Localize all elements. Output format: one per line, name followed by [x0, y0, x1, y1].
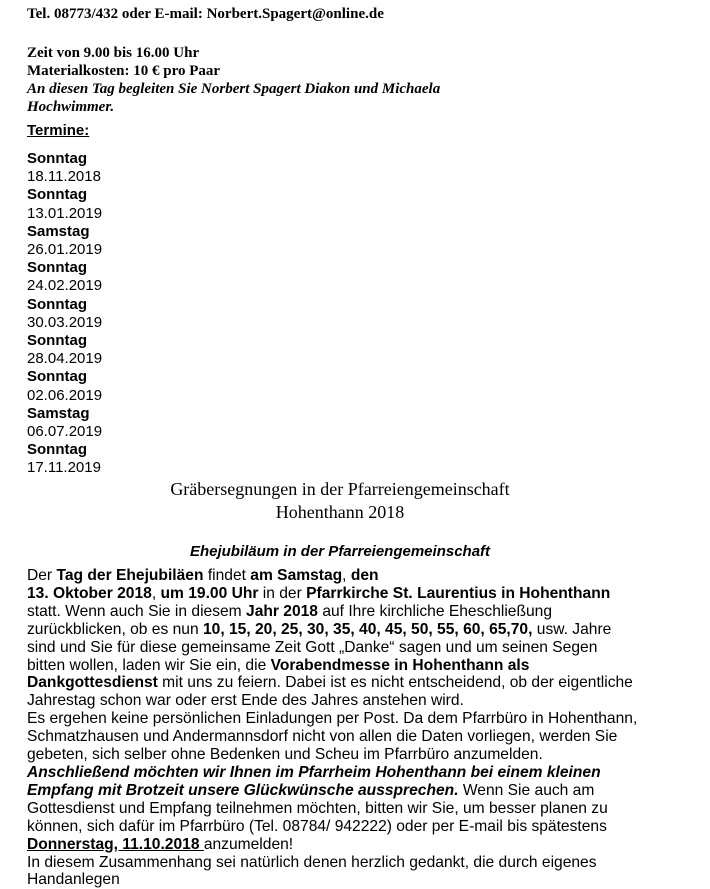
date-value: 28.04.2019	[27, 350, 102, 368]
text-run: ,	[342, 567, 351, 584]
date-entry	[27, 259, 102, 295]
date-weekday: Sonntag	[27, 259, 102, 277]
date-value: 24.02.2019	[27, 277, 102, 295]
text-run-bold: am Samstag	[250, 567, 342, 584]
jubilee-body	[27, 567, 667, 889]
body-line-1	[27, 567, 667, 585]
text-run: zurückblicken, ob es nun	[27, 621, 203, 638]
deadline-date: Donnerstag, 11.10.2018	[27, 836, 204, 853]
body-line-8: Jahrestag schon war oder erst Ende des Jahres anstehen wird.	[27, 692, 667, 710]
event-details	[27, 44, 707, 116]
text-run-bold: Tag der Ehejubiläen	[56, 567, 203, 584]
grave-blessing-title-line-1: Gräbersegnungen in der Pfarreiengemeinschaft	[0, 478, 680, 501]
body-line-12: Anschließend möchten wir Ihnen im Pfarrheim Hohenthann bei einem kleinen	[27, 764, 667, 782]
text-run-bold-italic: Empfang mit Brotzeit unsere Glückwünsche aussprechen.	[27, 782, 459, 799]
date-weekday: Samstag	[27, 223, 102, 241]
body-line-2	[27, 585, 667, 603]
date-entry	[27, 186, 102, 222]
text-run: findet	[203, 567, 250, 584]
body-line-16	[27, 836, 667, 854]
time-line: Zeit von 9.00 bis 16.00 Uhr	[27, 44, 707, 62]
date-entry	[27, 332, 102, 368]
contact-line: Tel. 08773/432 oder E-mail: Norbert.Spagert@online.de	[27, 6, 384, 23]
date-value: 30.03.2019	[27, 314, 102, 332]
dates-heading: Termine:	[27, 122, 89, 139]
text-run: bitten wollen, laden wir Sie ein, die	[27, 657, 271, 674]
text-run-bold: Vorabendmesse in Hohenthann als	[271, 657, 530, 674]
text-run: Wenn Sie auch am	[459, 782, 595, 799]
text-run-bold: um 19.00 Uhr	[161, 585, 259, 602]
date-entry	[27, 150, 102, 186]
text-run-bold: 10, 15, 20, 25, 30, 35, 40, 45, 50, 55, 60, 65,70,	[203, 621, 532, 638]
text-run-bold: den	[351, 567, 379, 584]
date-entry	[27, 368, 102, 404]
text-run: Der	[27, 567, 56, 584]
text-run: statt. Wenn auch Sie in diesem	[27, 603, 246, 620]
body-line-4	[27, 621, 667, 639]
text-run: mit uns zu feiern. Dabei ist es nicht entscheidend, ob der eigentliche	[158, 674, 633, 691]
date-value: 06.07.2019	[27, 423, 102, 441]
body-line-6	[27, 657, 667, 675]
date-weekday: Samstag	[27, 405, 102, 423]
body-line-7	[27, 674, 667, 692]
text-run: anzumelden!	[204, 836, 293, 853]
companions-line-2: Hochwimmer.	[27, 98, 707, 116]
body-line-3	[27, 603, 667, 621]
text-run: usw. Jahre	[532, 621, 611, 638]
grave-blessing-title	[0, 478, 680, 524]
body-line-14: Gottesdienst und Empfang teilnehmen möchten, bitten wir Sie, um besser planen zu	[27, 800, 667, 818]
text-run-bold: 13. Oktober 2018	[27, 585, 152, 602]
grave-blessing-title-line-2: Hohenthann 2018	[0, 501, 680, 524]
text-run-bold: Jahr 2018	[246, 603, 318, 620]
text-run: in der	[258, 585, 306, 602]
text-run-bold: Dankgottesdienst	[27, 674, 158, 691]
text-run: ,	[152, 585, 161, 602]
date-value: 26.01.2019	[27, 241, 102, 259]
body-line-10: Schmatzhausen und Andermannsdorf nicht von allen die Daten vorliegen, werden Sie	[27, 728, 667, 746]
date-value: 17.11.2019	[27, 459, 102, 477]
companions-line-1: An diesen Tag begleiten Sie Norbert Spagert Diakon und Michaela	[27, 80, 707, 98]
jubilee-title: Ehejubiläum in der Pfarreiengemeinschaft	[0, 543, 680, 560]
date-value: 18.11.2018	[27, 168, 102, 186]
body-line-13	[27, 782, 667, 800]
date-weekday: Sonntag	[27, 150, 102, 168]
date-entry	[27, 223, 102, 259]
text-run-bold: Pfarrkirche St. Laurentius in Hohenthann	[306, 585, 610, 602]
date-entry	[27, 296, 102, 332]
body-line-17: In diesem Zusammenhang sei natürlich denen herzlich gedankt, die durch eigenes Handanlegen	[27, 854, 667, 889]
text-run: auf Ihre kirchliche Eheschließung	[318, 603, 552, 620]
date-value: 02.06.2019	[27, 387, 102, 405]
date-weekday: Sonntag	[27, 441, 102, 459]
body-line-9: Es ergehen keine persönlichen Einladungen per Post. Da dem Pfarrbüro in Hohenthann,	[27, 710, 667, 728]
date-value: 13.01.2019	[27, 205, 102, 223]
date-entry	[27, 441, 102, 477]
body-line-5: sind und Sie für diese gemeinsame Zeit Gott „Danke“ sagen und um seinen Segen	[27, 639, 667, 657]
dates-list	[27, 150, 102, 478]
date-weekday: Sonntag	[27, 186, 102, 204]
body-line-15: können, sich dafür im Pfarrbüro (Tel. 08784/ 942222) oder per E-mail bis spätestens	[27, 818, 667, 836]
date-weekday: Sonntag	[27, 332, 102, 350]
date-weekday: Sonntag	[27, 368, 102, 386]
material-cost-line: Materialkosten: 10 € pro Paar	[27, 62, 707, 80]
date-weekday: Sonntag	[27, 296, 102, 314]
date-entry	[27, 405, 102, 441]
body-line-11: gebeten, sich selber ohne Bedenken und Scheu im Pfarrbüro anzumelden.	[27, 746, 667, 764]
